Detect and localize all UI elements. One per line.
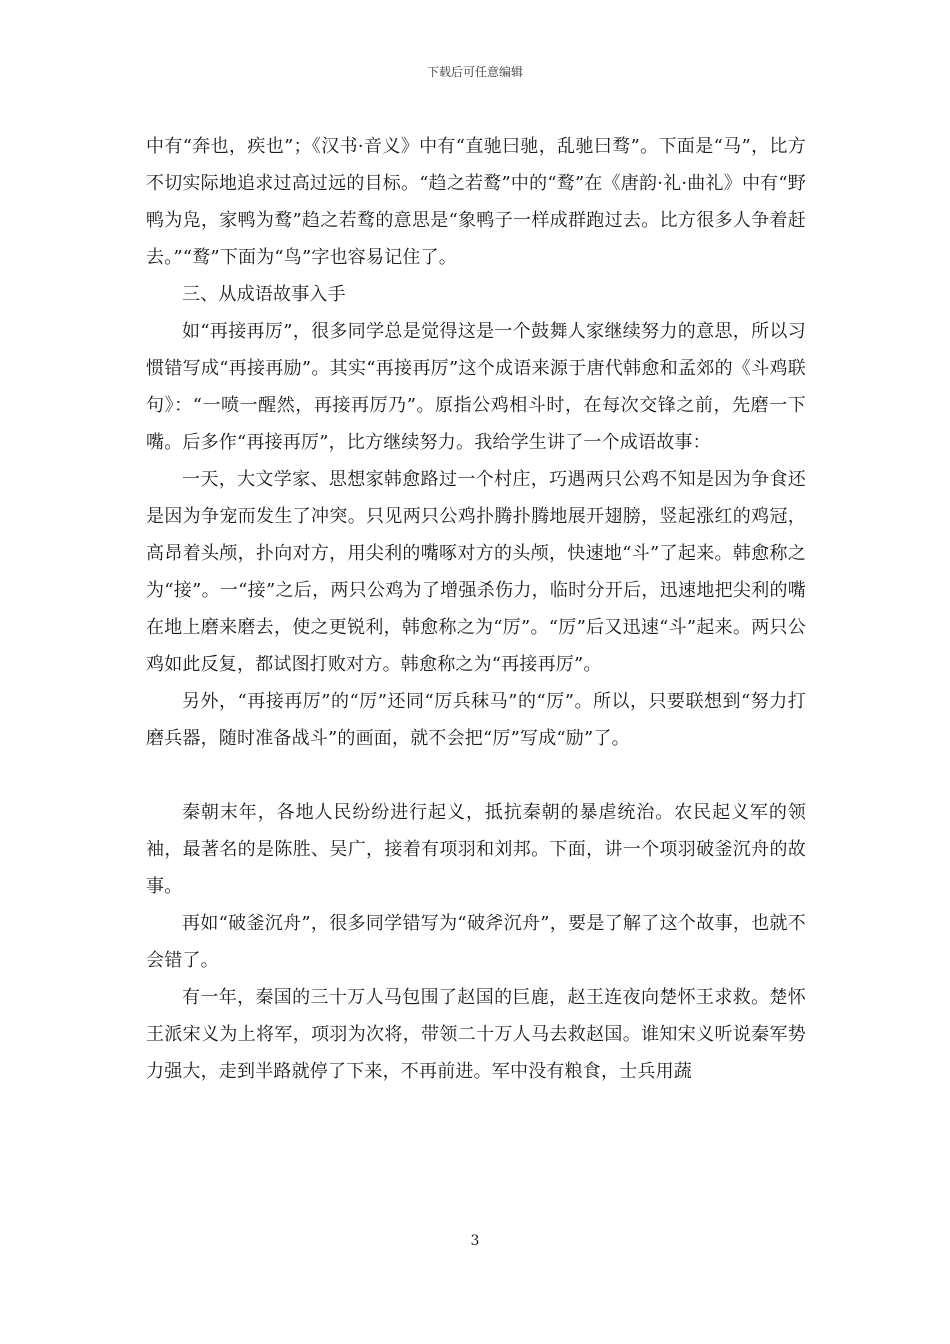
paragraph: 有一年，秦国的三十万人马包围了赵国的巨鹿，赵王连夜向楚怀王求救。楚怀王派宋义为上将军，项羽为次将，带领二十万人马去救赵国。谁知宋义听说秦军势力强大，走到半路就停了下来，不再前进。军中没有粮食，士兵用蔬 [146, 987, 806, 1082]
document-body [146, 128, 806, 1090]
paragraph: 秦朝末年，各地人民纷纷进行起义，抵抗秦朝的暴虐统治。农民起义军的领袖，最著名的是陈胜、吴广，接着有项羽和刘邦。下面，讲一个项羽破釜沉舟的故事。 [146, 802, 806, 897]
page-header: 下载后可任意编辑 [426, 65, 523, 79]
section-heading: 三、从成语故事入手 [182, 284, 346, 305]
paragraph: 另外，“再接再厉”的“厉”还同“厉兵秣马”的“厉”。所以，只要联想到“努力打磨兵器，随时准备战斗”的画面，就不会把“厉”写成“励”了。 [146, 691, 806, 749]
paragraph: 一天，大文学家、思想家韩愈路过一个村庄，巧遇两只公鸡不知是因为争食还是因为争宠而发生了冲突。只见两只公鸡扑腾扑腾地展开翅膀，竖起涨红的鸡冠，高昂着头颅，扑向对方，用尖利的嘴啄对方的头颅，快速地“斗”了起来。韩愈称之为“接”。一“接”之后，两只公鸡为了增强杀伤力，临时分开后，迅速地把尖利的嘴在地上磨来磨去，使之更锐利，韩愈称之为“厉”。“厉”后又迅速“斗”起来。两只公鸡如此反复，都试图打败对方。韩愈称之为“再接再厉”。 [146, 469, 806, 675]
page-number: 3 [470, 1233, 480, 1249]
paragraph: 如“再接再厉”，很多同学总是觉得这是一个鼓舞人家继续努力的意思，所以习惯错写成“再接再励”。其实“再接再厉”这个成语来源于唐代韩愈和孟郊的《斗鸡联句》：“一喷一醒然，再接再厉乃”。原指公鸡相斗时，在每次交锋之前，先磨一下嘴。后多作“再接再厉”，比方继续努力。我给学生讲了一个成语故事： [146, 321, 806, 453]
paragraph: 再如“破釜沉舟”，很多同学错写为“破斧沉舟”，要是了解了这个故事，也就不会错了。 [146, 913, 806, 971]
paragraph-continuation: 中有“奔也，疾也”；《汉书·音义》中有“直驰曰驰，乱驰曰骛”。下面是“马”，比方不切实际地追求过高过远的目标。“趋之若鹜”中的“鹜”在《唐韵·礼·曲礼》中有“野鸭为凫，家鸭为鹜”趋之若鹜的意思是“象鸭子一样成群跑过去。比方很多人争着赶去。”“鹜”下面为“鸟”字也容易记住了。 [146, 136, 806, 268]
